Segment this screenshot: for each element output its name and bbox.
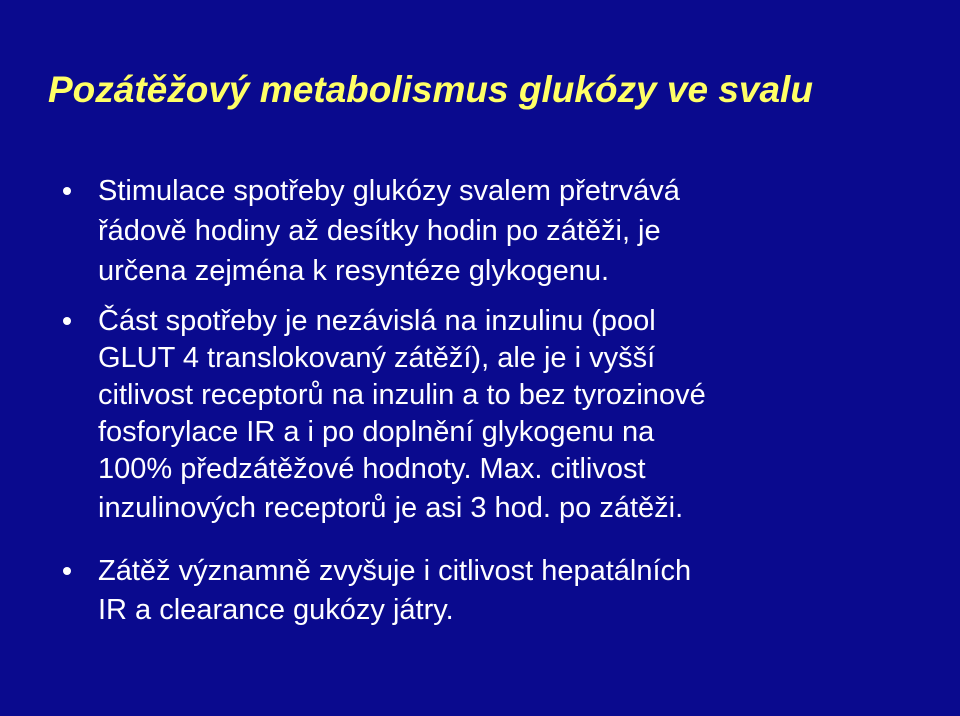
bullet-text-line: IR a clearance gukózy játry. bbox=[98, 594, 454, 626]
bullet-dot-icon bbox=[63, 567, 71, 575]
bullet-text-line: řádově hodiny až desítky hodin po zátěži, je bbox=[98, 215, 661, 247]
bullet-dot-icon bbox=[63, 187, 71, 195]
bullet-text-line: Stimulace spotřeby glukózy svalem přetrvává bbox=[98, 175, 680, 207]
bullet-text-line: GLUT 4 translokovaný zátěží), ale je i vyšší bbox=[98, 342, 656, 374]
bullet-dot-icon bbox=[63, 317, 71, 325]
bullet-text-line: inzulinových receptorů je asi 3 hod. po zátěži. bbox=[98, 492, 684, 524]
bullet-text-line: citlivost receptorů na inzulin a to bez tyrozinové bbox=[98, 379, 706, 411]
slide-title: Pozátěžový metabolismus glukózy ve svalu bbox=[48, 69, 813, 110]
bullet-text-line: Část spotřeby je nezávislá na inzulinu (pool bbox=[98, 305, 656, 337]
bullet-text-line: fosforylace IR a i po doplnění glykogenu na bbox=[98, 416, 655, 448]
bullet-text-line: určena zejména k resyntéze glykogenu. bbox=[98, 255, 610, 287]
bullet-text-line: Zátěž významně zvyšuje i citlivost hepatálních bbox=[98, 555, 692, 587]
bullet-text-line: 100% předzátěžové hodnoty. Max. citlivost bbox=[98, 453, 646, 485]
